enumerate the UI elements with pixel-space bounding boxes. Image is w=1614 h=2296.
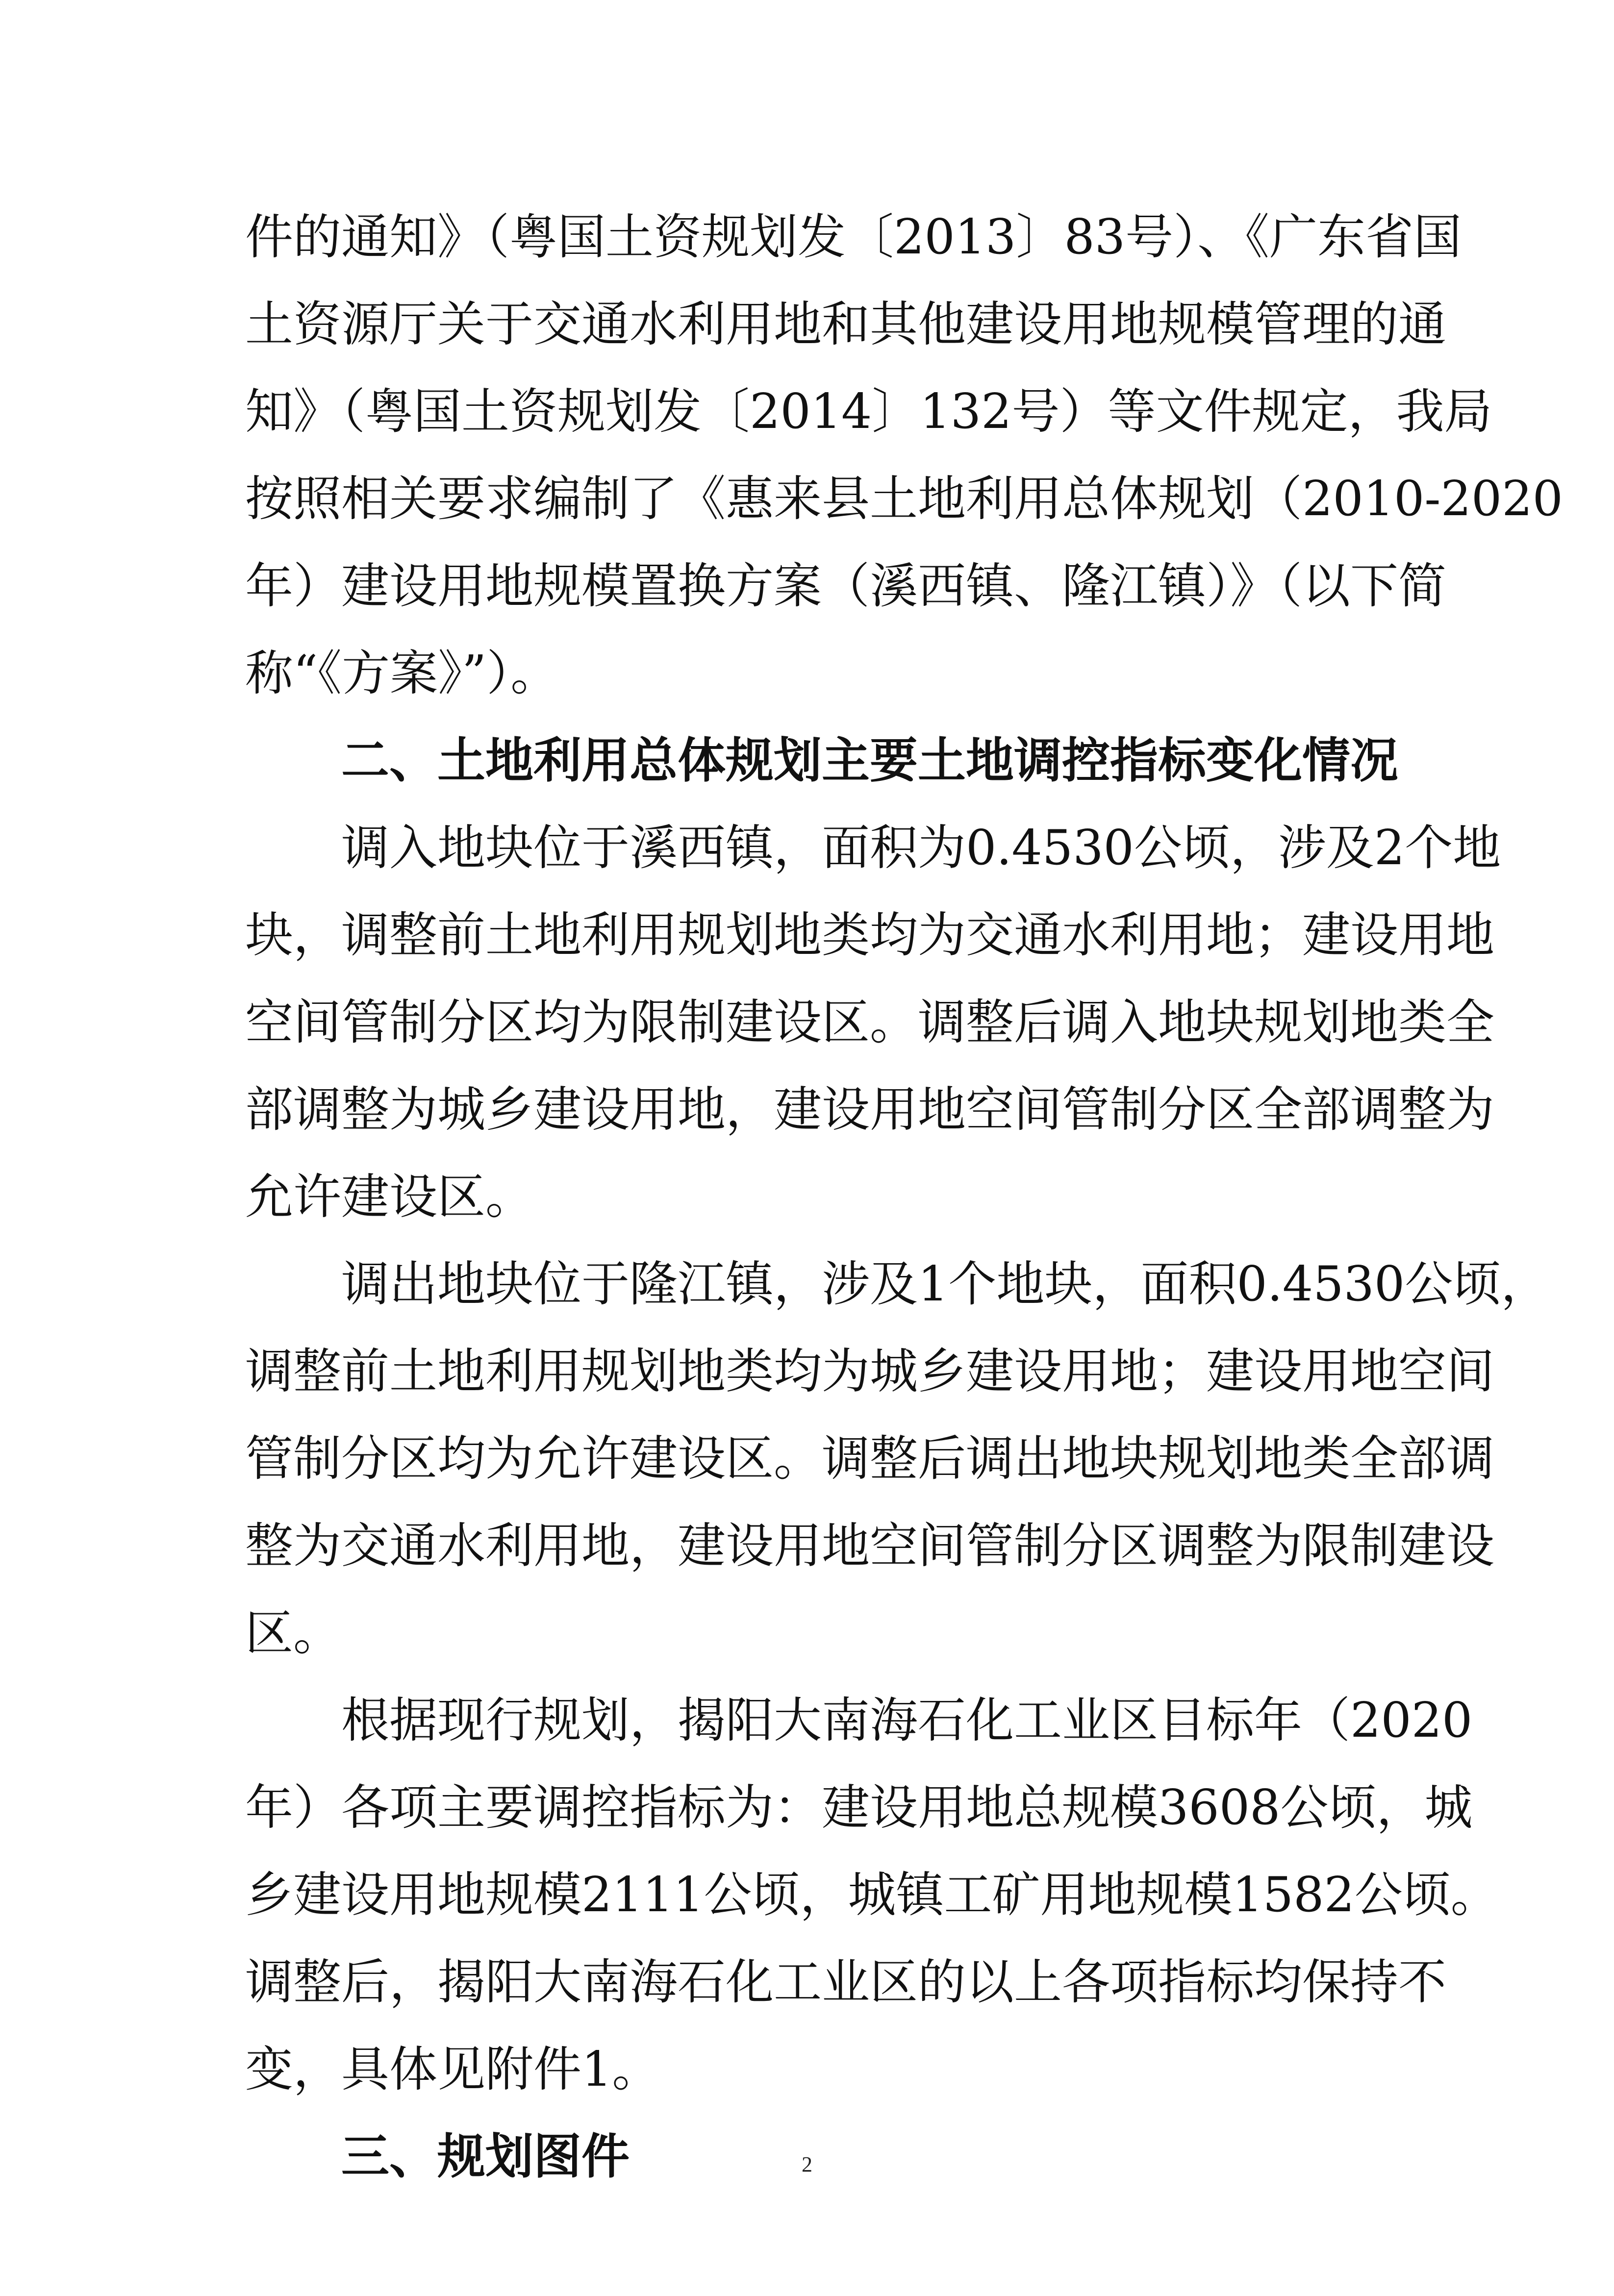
text-line: 块，调整前土地利用规划地类均为交通水利用地；建设用地 (245, 907, 1495, 963)
text-line: 知》（粤国土资规划发〔2014〕132号）等文件规定，我局 (245, 384, 1492, 440)
text-line: 空间管制分区均为限制建设区。调整后调入地块规划地类全 (245, 995, 1495, 1050)
text-line: 年）建设用地规模置换方案（溪西镇、隆江镇）》（以下简 (245, 558, 1447, 614)
section-heading: 三、规划图件 (341, 2129, 630, 2185)
text-line: 称“《方案》”）。 (245, 646, 559, 701)
text-line: 部调整为城乡建设用地，建设用地空间管制分区全部调整为 (245, 1082, 1495, 1138)
text-line: 件的通知》（粤国土资规划发〔2013〕83号）、《广东省国 (245, 209, 1462, 265)
text-line: 根据现行规划，揭阳大南海石化工业区目标年（2020 (341, 1693, 1473, 1748)
body-text (245, 194, 1563, 2200)
text-line: 按照相关要求编制了《惠来县土地利用总体规划（2010-2020 (245, 471, 1563, 527)
text-line: 土资源厅关于交通水利用地和其他建设用地规模管理的通 (245, 297, 1447, 352)
text-line: 区。 (245, 1605, 342, 1661)
text-line: 变，具体见附件1。 (245, 2042, 660, 2097)
text-line: 调整后，揭阳大南海石化工业区的以上各项指标均保持不 (245, 1954, 1447, 2010)
text-line: 调出地块位于隆江镇，涉及1个地块，面积0.4530公顷， (341, 1256, 1549, 1312)
section-heading: 二、土地利用总体规划主要土地调控指标变化情况 (341, 733, 1399, 789)
text-line: 整为交通水利用地，建设用地空间管制分区调整为限制建设 (245, 1518, 1495, 1574)
text-line: 乡建设用地规模2111公顷，城镇工矿用地规模1582公顷。 (245, 1867, 1499, 1923)
page-number: 2 (802, 2152, 812, 2176)
text-line: 允许建设区。 (245, 1169, 534, 1225)
text-line: 调整前土地利用规划地类均为城乡建设用地；建设用地空间 (245, 1344, 1495, 1399)
text-line: 管制分区均为允许建设区。调整后调出地块规划地类全部调 (245, 1431, 1495, 1487)
text-line: 年）各项主要调控指标为：建设用地总规模3608公顷，城 (245, 1780, 1473, 1836)
text-line: 调入地块位于溪西镇，面积为0.4530公顷，涉及2个地 (341, 820, 1501, 876)
